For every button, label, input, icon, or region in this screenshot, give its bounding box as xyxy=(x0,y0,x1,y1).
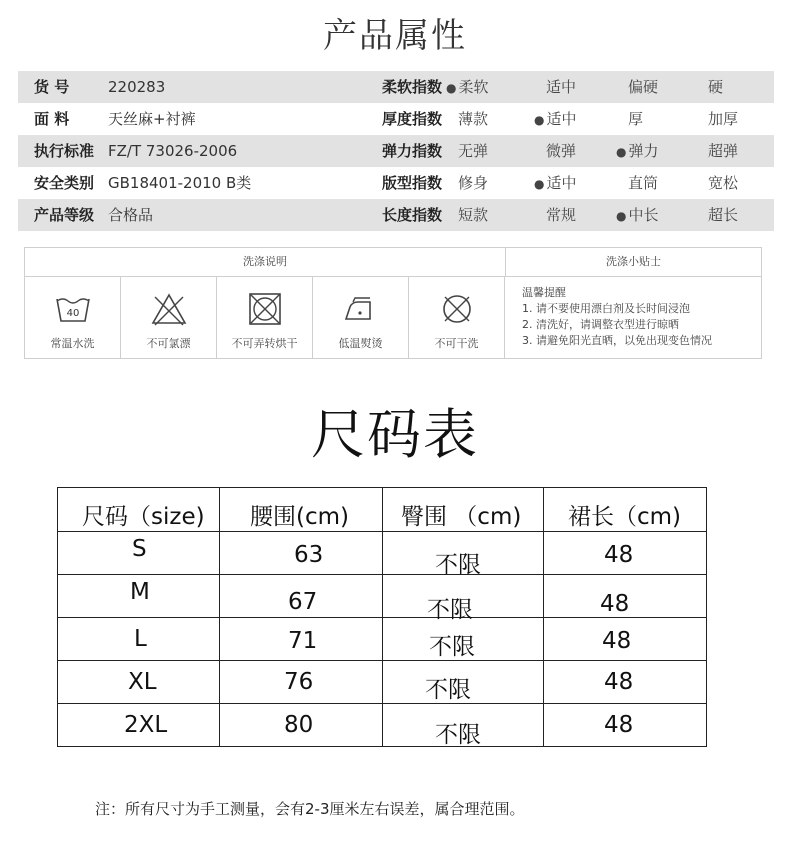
index-option-label: 修身 xyxy=(458,174,489,192)
size-cell: 2XL xyxy=(124,712,168,738)
index-option xyxy=(708,103,738,135)
tip-item: 2. 清洗好，请调整衣型进行晾晒 xyxy=(522,318,679,331)
waist-cell: 80 xyxy=(284,712,314,738)
wash-caption: 常温水洗 xyxy=(50,337,95,350)
hip-cell: 不限 xyxy=(429,634,475,660)
size-table-header xyxy=(58,488,707,532)
index-option-label: 适中 xyxy=(546,110,577,128)
size-cell: XL xyxy=(128,669,157,695)
index-option-selected xyxy=(534,167,577,200)
hip-cell: 不限 xyxy=(435,722,481,748)
attribute-value: GB18401-2010 B类 xyxy=(108,174,252,192)
low-iron-icon xyxy=(343,291,379,327)
hip-cell: 不限 xyxy=(425,677,471,703)
index-option-label: 直筒 xyxy=(628,174,659,192)
no-dry-clean-cell xyxy=(409,277,505,358)
index-option-label: 薄款 xyxy=(458,110,489,128)
index-label: 厚度指数 xyxy=(382,110,443,128)
index-option-label: 适中 xyxy=(546,174,577,192)
waist-cell: 63 xyxy=(294,542,324,568)
index-option-label: 宽松 xyxy=(708,174,739,192)
index-option-label: 柔软 xyxy=(458,78,489,96)
index-option xyxy=(458,135,488,167)
attribute-label: 面 料 xyxy=(34,110,70,128)
index-option-selected xyxy=(616,135,659,168)
index-option-label: 常规 xyxy=(546,206,577,224)
index-option-label: 硬 xyxy=(708,78,724,96)
length-cell: 48 xyxy=(604,712,634,738)
wash-40-cell xyxy=(25,277,121,358)
index-option xyxy=(708,167,738,199)
index-option-label: 无弹 xyxy=(458,142,489,160)
selected-dot-icon: ● xyxy=(534,177,545,191)
index-option-label: 中长 xyxy=(628,206,659,224)
header-length: 裙长（cm) xyxy=(544,488,707,532)
no-bleach-caption: 不可氯漂 xyxy=(146,337,191,350)
index-option xyxy=(628,103,643,135)
low-iron-caption: 低温熨烫 xyxy=(338,337,383,350)
no-tumble-dry-caption: 不可弄转烘干 xyxy=(231,337,298,350)
attribute-row xyxy=(18,167,774,199)
index-option-label: 偏硬 xyxy=(628,78,659,96)
index-option-selected xyxy=(534,103,577,136)
attribute-row xyxy=(18,135,774,167)
index-option xyxy=(546,71,576,103)
tip-item: 1. 请不要使用漂白剂及长时间浸泡 xyxy=(522,302,690,315)
index-option xyxy=(458,167,488,199)
no-bleach-cell xyxy=(121,277,217,358)
no-dry-clean-caption: 不可干洗 xyxy=(434,337,479,350)
index-option-label: 超弹 xyxy=(708,142,739,160)
size-chart-title: 尺码表 xyxy=(311,403,479,466)
no-dry-clean-icon xyxy=(439,291,475,327)
waist-cell: 71 xyxy=(288,628,318,654)
index-option-label: 适中 xyxy=(546,78,577,96)
washing-tips-header: 洗涤小贴士 xyxy=(506,248,761,277)
index-option-label: 微弹 xyxy=(546,142,577,160)
svg-text:40: 40 xyxy=(66,308,80,319)
size-cell: L xyxy=(134,626,147,652)
index-option-label: 超长 xyxy=(708,206,739,224)
index-option-label: 厚 xyxy=(628,110,644,128)
index-option xyxy=(546,135,576,167)
table-row xyxy=(58,704,707,747)
length-cell: 48 xyxy=(602,628,632,654)
hip-cell: 不限 xyxy=(427,597,473,623)
selected-dot-icon: ● xyxy=(534,113,545,127)
attribute-value: FZ/T 73026-2006 xyxy=(108,142,238,160)
index-option xyxy=(708,199,738,231)
attribute-label: 安全类别 xyxy=(34,174,95,192)
index-option-selected xyxy=(446,71,489,104)
index-option xyxy=(458,199,488,231)
table-row xyxy=(58,532,707,575)
index-label: 长度指数 xyxy=(382,206,443,224)
no-tumble-dry-icon xyxy=(247,291,283,327)
header-size: 尺码（size) xyxy=(58,488,220,532)
index-label: 柔软指数 xyxy=(382,78,443,96)
hip-cell: 不限 xyxy=(435,552,481,578)
index-option xyxy=(628,71,658,103)
index-option xyxy=(708,135,738,167)
attribute-label: 货 号 xyxy=(34,78,70,96)
washing-tips xyxy=(522,285,712,349)
index-option xyxy=(708,71,723,103)
length-cell: 48 xyxy=(604,669,634,695)
attribute-value: 220283 xyxy=(108,78,166,96)
attribute-label: 产品等级 xyxy=(34,206,95,224)
table-row xyxy=(58,661,707,704)
index-option-label: 短款 xyxy=(458,206,489,224)
attribute-value: 天丝麻+衬裤 xyxy=(108,110,196,128)
index-option xyxy=(458,103,488,135)
size-cell: M xyxy=(130,579,150,605)
header-hip: 臀围 （cm) xyxy=(383,488,544,532)
size-cell: S xyxy=(132,536,147,562)
wash-40-icon xyxy=(55,291,91,327)
length-cell: 48 xyxy=(604,542,634,568)
selected-dot-icon: ● xyxy=(616,209,627,223)
tips-heading: 温馨提醒 xyxy=(522,286,566,299)
attribute-table xyxy=(18,71,774,231)
measurement-note: 注：所有尺寸为手工测量，会有2-3厘米左右误差，属合理范围。 xyxy=(95,800,525,818)
index-label: 弹力指数 xyxy=(382,142,443,160)
product-attributes-title: 产品属性 xyxy=(323,16,467,56)
table-row xyxy=(58,575,707,618)
attribute-row xyxy=(18,103,774,135)
size-table xyxy=(57,487,707,747)
attribute-label: 执行标准 xyxy=(34,142,95,160)
table-row xyxy=(58,618,707,661)
tip-item: 3. 请避免阳光直晒，以免出现变色情况 xyxy=(522,334,712,347)
index-option-label: 加厚 xyxy=(708,110,739,128)
index-option xyxy=(546,199,576,231)
attribute-row xyxy=(18,199,774,231)
selected-dot-icon: ● xyxy=(446,81,457,95)
index-option-selected xyxy=(616,199,659,232)
index-label: 版型指数 xyxy=(382,174,443,192)
no-tumble-dry-cell xyxy=(217,277,313,358)
no-bleach-icon xyxy=(151,291,187,327)
attribute-row xyxy=(18,71,774,103)
index-option-label: 弹力 xyxy=(628,142,659,160)
washing-instructions-header: 洗涤说明 xyxy=(25,248,506,277)
low-iron-cell xyxy=(313,277,409,358)
washing-panel xyxy=(24,247,762,359)
index-option xyxy=(628,167,658,199)
header-waist: 腰围(cm) xyxy=(220,488,383,532)
length-cell: 48 xyxy=(600,591,630,617)
waist-cell: 67 xyxy=(288,589,318,615)
selected-dot-icon: ● xyxy=(616,145,627,159)
waist-cell: 76 xyxy=(284,669,314,695)
attribute-value: 合格品 xyxy=(108,206,154,224)
